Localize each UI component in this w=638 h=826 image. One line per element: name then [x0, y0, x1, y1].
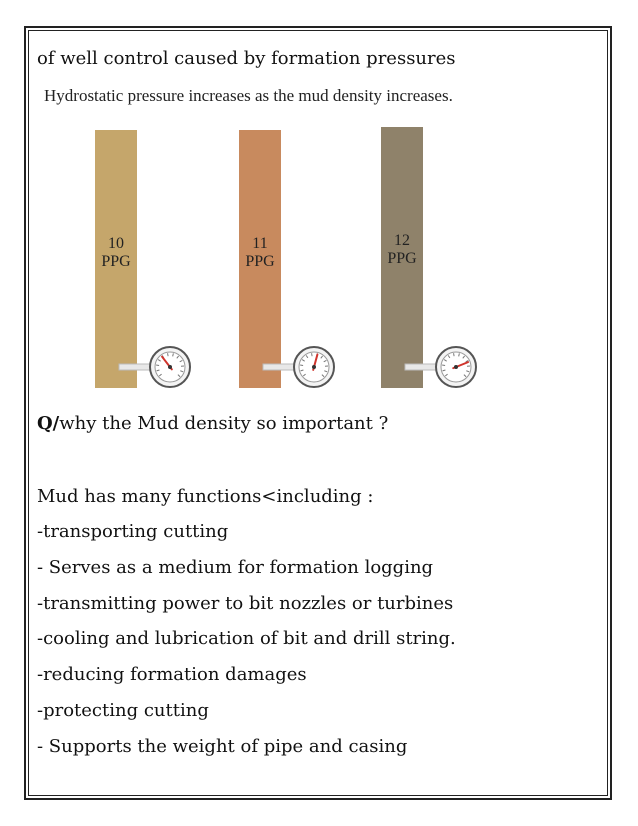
column-label [377, 232, 427, 268]
density-number: 11 [252, 235, 268, 252]
gauge-pipe [405, 364, 437, 370]
function-item: -transmitting power to bit nozzles or turbines [37, 593, 454, 614]
density-unit: PPG [245, 253, 275, 270]
density-number: 12 [394, 232, 410, 249]
function-item: -transporting cutting [37, 521, 229, 542]
gauge-hub [454, 365, 458, 369]
density-unit: PPG [387, 250, 417, 267]
question-prefix: Q/ [37, 413, 60, 434]
figure-caption: Hydrostatic pressure increases as the mud density increases. [44, 86, 453, 105]
function-item: - Serves as a medium for formation logging [37, 557, 434, 578]
function-item: - Supports the weight of pipe and casing [37, 736, 408, 757]
column-label [235, 235, 285, 271]
question-text: why the Mud density so important ? [59, 413, 389, 434]
density-unit: PPG [101, 253, 131, 270]
function-item: -cooling and lubrication of bit and drill string. [37, 628, 456, 649]
density-number: 10 [108, 235, 124, 252]
gauge-pipe [263, 364, 295, 370]
gauge-tick [168, 353, 169, 356]
gauge-tick [173, 353, 174, 356]
function-item: -protecting cutting [37, 700, 209, 721]
gauge-hub [312, 365, 316, 369]
column-label [91, 235, 141, 271]
gauge-pipe [119, 364, 151, 370]
gauge-tick [459, 353, 460, 356]
question-line [37, 413, 388, 435]
top-line-text: of well control caused by formation pressures [37, 48, 456, 69]
gauge-tick [454, 353, 455, 356]
gauge-tick [312, 353, 313, 356]
gauge-hub [168, 365, 172, 369]
function-item: -reducing formation damages [37, 664, 307, 685]
functions-intro: Mud has many functions<including : [37, 486, 374, 507]
